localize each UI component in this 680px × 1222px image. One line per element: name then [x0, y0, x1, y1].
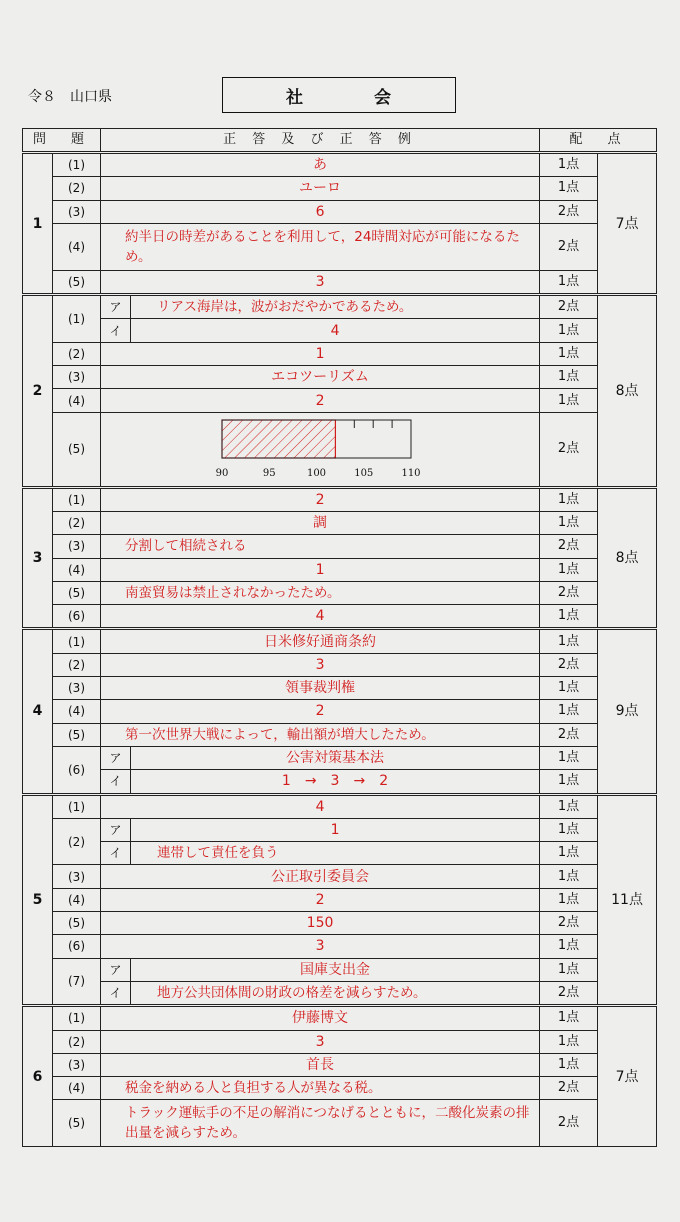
table-row — [23, 558, 657, 581]
answer: 2 — [101, 487, 540, 511]
answer: 1 — [101, 342, 540, 365]
answer: エコツーリズム — [101, 366, 540, 389]
total-points: 8点 — [598, 487, 657, 629]
total-points: 11点 — [598, 794, 657, 1006]
points: 1点 — [540, 177, 598, 200]
points: 1点 — [540, 319, 598, 342]
answer: 4 — [101, 605, 540, 629]
points: 1点 — [540, 366, 598, 389]
answer: 第一次世界大戦によって，輸出額が増大したため。 — [101, 723, 540, 746]
points: 2点 — [540, 535, 598, 558]
sub-number: (7) — [53, 958, 101, 1006]
table-row — [23, 677, 657, 700]
points: 1点 — [540, 558, 598, 581]
table-row — [23, 223, 657, 270]
answer: リアス海岸は，波がおだやかであるため。 — [131, 295, 540, 319]
sub-number: (4) — [53, 223, 101, 270]
table-row — [23, 366, 657, 389]
points: 1点 — [540, 153, 598, 177]
points: 1点 — [540, 1030, 598, 1053]
answer: 伊藤博文 — [101, 1006, 540, 1030]
table-row — [23, 153, 657, 177]
points: 1点 — [540, 629, 598, 653]
points: 2点 — [540, 581, 598, 604]
table-row — [23, 605, 657, 629]
points: 1点 — [540, 794, 598, 818]
sub-number: (4) — [53, 700, 101, 723]
sub-number: (1) — [53, 153, 101, 177]
answer: 4 — [101, 794, 540, 818]
shaded-bar — [222, 420, 335, 458]
points: 1点 — [540, 770, 598, 794]
points: 2点 — [540, 412, 598, 487]
table-row — [23, 1030, 657, 1053]
points: 1点 — [540, 389, 598, 412]
table-row — [23, 487, 657, 511]
answer: 3 — [101, 270, 540, 294]
subject-title-b: 会 — [374, 87, 392, 108]
sub-number: (5) — [53, 912, 101, 935]
sub-number: (4) — [53, 389, 101, 412]
tick-label: 105 — [354, 467, 374, 479]
points: 1点 — [540, 487, 598, 511]
sub-number: (4) — [53, 888, 101, 911]
table-row — [23, 200, 657, 223]
table-row — [23, 653, 657, 676]
tick-label: 95 — [262, 467, 276, 479]
sub-number: (5) — [53, 412, 101, 487]
col-question: 問 題 — [23, 129, 101, 153]
points: 1点 — [540, 746, 598, 769]
option-label: ア — [101, 746, 131, 769]
table-row — [23, 818, 657, 841]
sub-number: (2) — [53, 342, 101, 365]
table-row — [23, 888, 657, 911]
sub-number: (1) — [53, 794, 101, 818]
table-row — [23, 389, 657, 412]
table-row — [23, 912, 657, 935]
answer: 税金を納める人と負担する人が異なる税。 — [101, 1077, 540, 1100]
sub-number: (5) — [53, 723, 101, 746]
option-label: イ — [101, 770, 131, 794]
points: 1点 — [540, 270, 598, 294]
sub-number: (2) — [53, 511, 101, 534]
option-label: イ — [101, 319, 131, 342]
answer: 公正取引委員会 — [101, 865, 540, 888]
total-points: 7点 — [598, 1006, 657, 1147]
points: 2点 — [540, 653, 598, 676]
table-row — [23, 342, 657, 365]
question-number: 6 — [23, 1006, 53, 1147]
table-row — [23, 794, 657, 818]
sub-number: (2) — [53, 1030, 101, 1053]
answer-table — [22, 128, 657, 1147]
table-row — [23, 770, 657, 794]
header-row — [23, 129, 657, 153]
table-row — [23, 270, 657, 294]
answer: 国庫支出金 — [131, 958, 540, 981]
answer: 調 — [101, 511, 540, 534]
answer: トラック運転手の不足の解消につなげるとともに，二酸化炭素の排出量を減らすため。 — [101, 1100, 540, 1147]
table-row — [23, 1100, 657, 1147]
option-label: イ — [101, 842, 131, 865]
sub-number: (1) — [53, 1006, 101, 1030]
table-row — [23, 842, 657, 865]
table-row — [23, 981, 657, 1005]
total-points: 7点 — [598, 153, 657, 295]
points: 2点 — [540, 981, 598, 1005]
points: 1点 — [540, 700, 598, 723]
sub-number: (5) — [53, 581, 101, 604]
table-row — [23, 581, 657, 604]
table-row — [23, 723, 657, 746]
tick-label: 110 — [401, 467, 421, 479]
points: 2点 — [540, 200, 598, 223]
table-row — [23, 958, 657, 981]
question-number: 1 — [23, 153, 53, 295]
answer: 2 — [101, 700, 540, 723]
points: 1点 — [540, 818, 598, 841]
points: 1点 — [540, 677, 598, 700]
table-row — [23, 511, 657, 534]
sub-number: (1) — [53, 487, 101, 511]
sub-number: (1) — [53, 295, 101, 343]
sub-number: (4) — [53, 558, 101, 581]
answer: 2 — [101, 888, 540, 911]
question-number: 2 — [23, 295, 53, 487]
option-label: ア — [101, 818, 131, 841]
answer: 4 — [131, 319, 540, 342]
table-row — [23, 700, 657, 723]
exam-label: 令８ 山口県 — [28, 89, 112, 105]
answer: 領事裁判権 — [101, 677, 540, 700]
answer: 1 — [131, 818, 540, 841]
sub-number: (3) — [53, 200, 101, 223]
answer: 地方公共団体間の財政の格差を減らすため。 — [131, 981, 540, 1005]
table-row — [23, 746, 657, 769]
points: 2点 — [540, 1100, 598, 1147]
table-row — [23, 865, 657, 888]
table-row — [23, 1006, 657, 1030]
points: 1点 — [540, 1053, 598, 1076]
answer: あ — [101, 153, 540, 177]
sub-number: (2) — [53, 818, 101, 865]
points: 1点 — [540, 888, 598, 911]
col-points: 配 点 — [540, 129, 657, 153]
answer: 6 — [101, 200, 540, 223]
sub-number: (3) — [53, 865, 101, 888]
table-row — [23, 319, 657, 342]
table-row — [23, 935, 657, 958]
answer: 150 — [101, 912, 540, 935]
table-row — [23, 535, 657, 558]
table-row — [23, 1077, 657, 1100]
total-points: 8点 — [598, 295, 657, 487]
sub-number: (2) — [53, 653, 101, 676]
answer: 2 — [101, 389, 540, 412]
sub-number: (5) — [53, 1100, 101, 1147]
answer: 南蛮貿易は禁止されなかったため。 — [101, 581, 540, 604]
tick-label: 90 — [215, 467, 229, 479]
points: 1点 — [540, 935, 598, 958]
option-label: イ — [101, 981, 131, 1005]
points: 1点 — [540, 605, 598, 629]
points: 2点 — [540, 723, 598, 746]
question-number: 3 — [23, 487, 53, 629]
answer: 1 — [101, 558, 540, 581]
table-row — [23, 1053, 657, 1076]
sub-number: (6) — [53, 746, 101, 794]
sub-number: (3) — [53, 366, 101, 389]
answer: ユーロ — [101, 177, 540, 200]
points: 1点 — [540, 1006, 598, 1030]
sub-number: (6) — [53, 935, 101, 958]
points: 2点 — [540, 223, 598, 270]
answer: 分割して相続される — [101, 535, 540, 558]
sub-number: (3) — [53, 535, 101, 558]
subject-title-a: 社 — [286, 87, 304, 108]
option-label: ア — [101, 958, 131, 981]
table-row — [23, 629, 657, 653]
answer: 日米修好通商条約 — [101, 629, 540, 653]
answer: 3 — [101, 653, 540, 676]
question-number: 5 — [23, 794, 53, 1006]
answer: 約半日の時差があることを利用して，24時間対応が可能になるため。 — [101, 223, 540, 270]
option-label: ア — [101, 295, 131, 319]
points: 2点 — [540, 912, 598, 935]
points: 2点 — [540, 1077, 598, 1100]
total-points: 9点 — [598, 629, 657, 794]
sub-number: (3) — [53, 677, 101, 700]
col-answer: 正 答 及 び 正 答 例 — [101, 129, 540, 153]
sub-number: (6) — [53, 605, 101, 629]
table-row — [23, 295, 657, 319]
sub-number: (2) — [53, 177, 101, 200]
sub-number: (1) — [53, 629, 101, 653]
sub-number: (4) — [53, 1077, 101, 1100]
answer: 連帯して責任を負う — [131, 842, 540, 865]
sub-number: (5) — [53, 270, 101, 294]
points: 1点 — [540, 958, 598, 981]
answer: 首長 — [101, 1053, 540, 1076]
subject-title — [222, 77, 456, 113]
points: 1点 — [540, 865, 598, 888]
points: 1点 — [540, 511, 598, 534]
tick-label: 100 — [306, 467, 327, 479]
table-row — [23, 412, 657, 487]
answer: 1 → 3 → 2 — [131, 770, 540, 794]
answer: 3 — [101, 1030, 540, 1053]
answer: 3 — [101, 935, 540, 958]
sub-number: (3) — [53, 1053, 101, 1076]
points: 2点 — [540, 295, 598, 319]
table-row — [23, 177, 657, 200]
points: 1点 — [540, 342, 598, 365]
answer: 公害対策基本法 — [131, 746, 540, 769]
number-line-graph — [101, 413, 540, 479]
graph-answer — [101, 412, 540, 487]
question-number: 4 — [23, 629, 53, 794]
points: 1点 — [540, 842, 598, 865]
